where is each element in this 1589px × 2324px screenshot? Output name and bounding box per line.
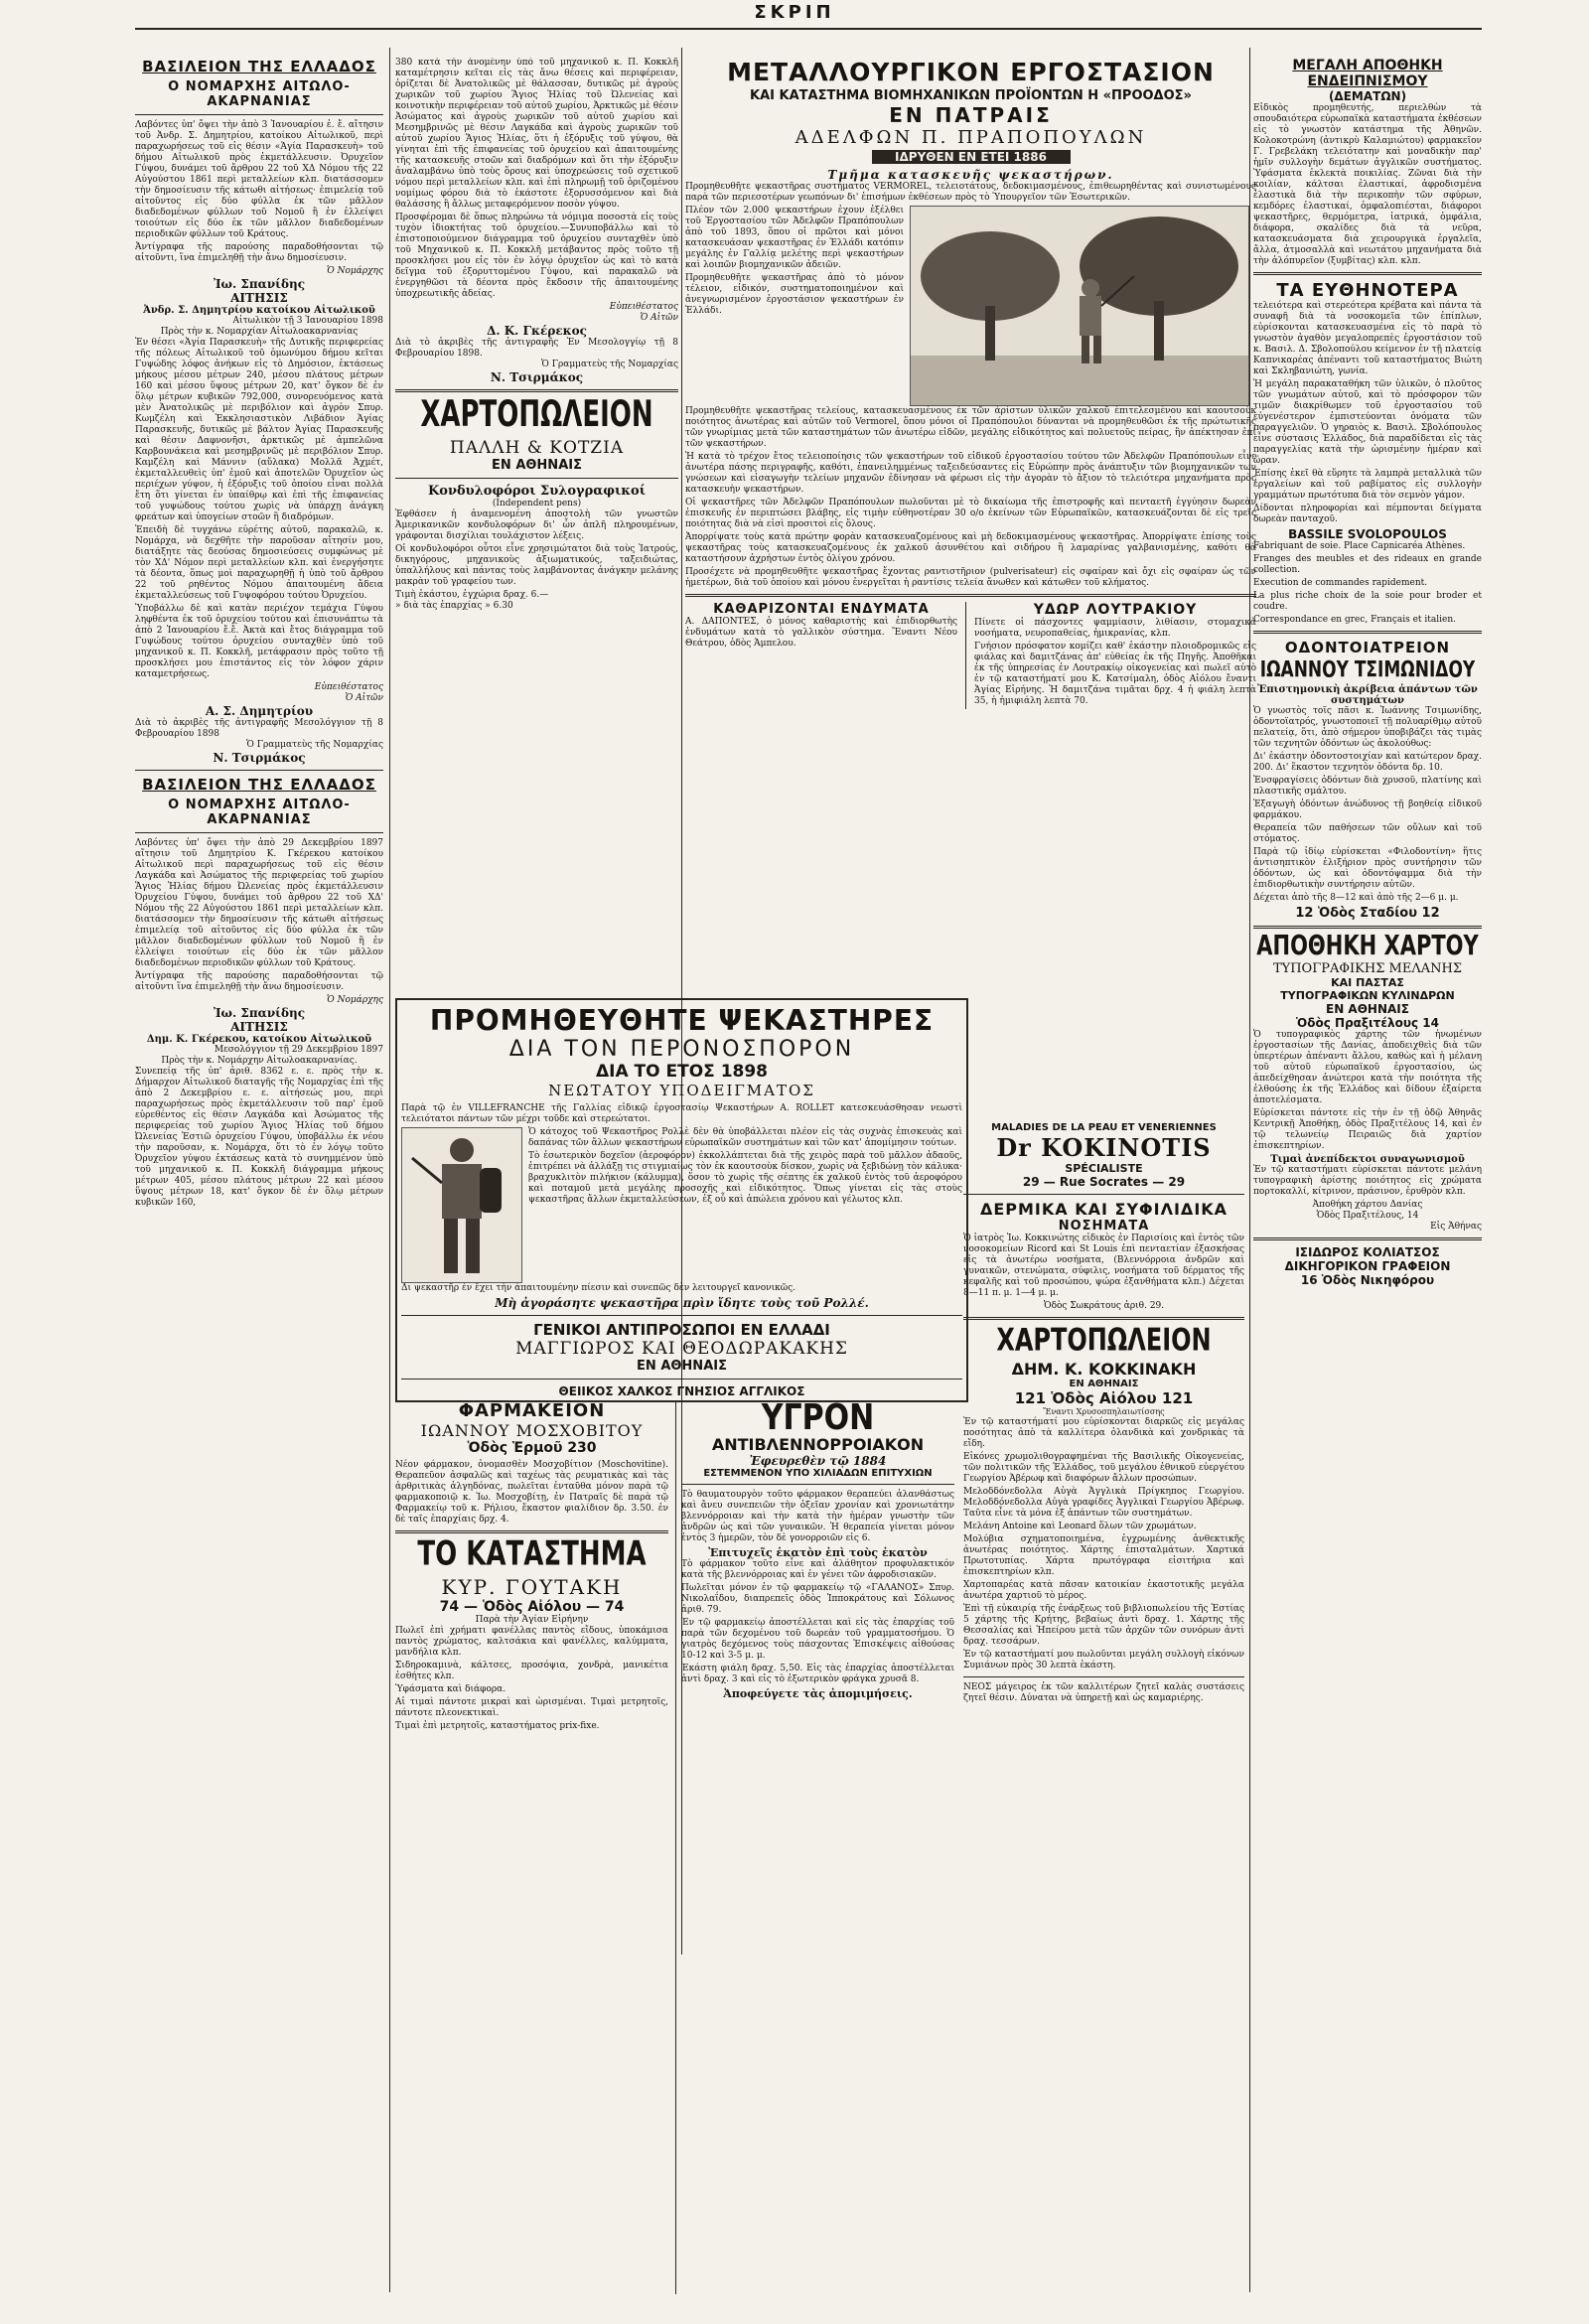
dermal-address: Ὁδὸς Σωκράτους ἀριθ. 29. <box>1043 1301 1165 1311</box>
antiblennorrhea-title: ΥΓΡΟΝ <box>761 1400 875 1439</box>
shop-body3: Ὑφάσματα καὶ διάφορα. <box>395 1684 506 1694</box>
furniture-body3: Ἐπίσης ἐκεῖ θὰ εὕρητε τὰ λαμπρὰ μεταλλικὰ τῶν ἐργαλείων καὶ τοῦ ραβίματος εἰς συλλογὴν γραμμάτων πρωτότυπα διὰ τὸν σεμνὸν γάμον. <box>1253 469 1482 501</box>
paper-warehouse-sub2: ΚΑΙ ΠΑΣΤΑΣ <box>1331 976 1404 989</box>
stationery-product-sub: (Independent pens) <box>492 499 582 508</box>
antiblennorrhea-year: Ἐφευρεθὲν τῷ 1884 <box>749 1454 887 1468</box>
dentist-body: Ὁ γνωστὸς τοῖς πᾶσι κ. Ἰωάννης Τσιμωνίδης, ὀδοντοϊατρός, γνωστοποιεῖ τῇ πολυαρίθμῳ αὐτοῦ πελατείᾳ, ὅτι, ἀπὸ σήμερον ὑποβιβάζει τὰς τιμὰς τῶν τεχνητῶν ὀδόντων ὡς ἀκολούθως: <box>1253 706 1482 749</box>
sprayer-ad-body2: Τὸ ἐσωτερικὸν δοχεῖον (ἀεροφόρον) ἐκκολλάπτεται διὰ τῆς χειρὸς παρὰ τοῦ μᾶλλον ἀδαοῦς, ἐπιτρέπει νὰ ἀλλάξῃ τις στιγμιαίως τὸν ἐκ καουτσοὺκ δίσκον, χωρὶς νὰ ξεβιδώνῃ τὸν κάλυκα· βραχυκλιτὸν πιλήκιον (κάλυμμα), ὅσον τὸ χωρὶς τῆς σέπτης ἐκ χαλκοῦ ἐντὸς τοῦ ἀεροφόρου καὶ ποταμοῦ μετὰ μεγάλης προσοχῆς καὶ εἰδικότητος. Ὅπως γίνεται εἰς τὰς στοὺς ψεκαστῆρας ἄλλων ἐκμεταλλεύσεων, ἐξ οὗ καὶ ἀπώλεια χρόνου καὶ γέλωτος κλπ. <box>528 1151 962 1205</box>
sprayer-ad-title: ΠΡΟΜΗΘΕΥΘΗΤΕ ΨΕΚΑΣΤΗΡΕΣ <box>429 1004 935 1037</box>
paper-warehouse-body4: Ἐν τῷ καταστήματι εὑρίσκεται πάντοτε μελάνη τυπογραφικὴ ἀρίστης ποιότητος εἰς χρώματα πορτοκαλλί, κίτρινον, πράσινον, ἐρυθρὸν κλπ. <box>1253 1165 1482 1197</box>
sprayer-ad-agents: ΓΕΝΙΚΟΙ ΑΝΤΙΠΡΟΣΩΠΟΙ ΕΝ ΕΛΛΑΔΙ <box>533 1321 830 1339</box>
lawyer-address: 16 Ὁδὸς Νικηφόρου <box>1300 1273 1435 1287</box>
antiblennorrhea-price: Ἑκάστη φιάλη δραχ. 5,50. Εἰς τὰς ἐπαρχίας ἀποστέλλεται ἀντὶ δραχ. 3 καὶ εἰς τὸ ἐξωτερικὸν φράγκα χρυσᾶ 8. <box>681 1664 954 1684</box>
furniture-title: ΤΑ ΕΥΘΗΝΟΤΕΡΑ <box>1276 280 1459 301</box>
notice1-req-to: Πρὸς τὴν κ. Νομαρχίαν Αἰτωλοακαρνανίας <box>160 327 359 337</box>
shop-body: Πωλεῖ ἐπὶ χρήματι φανέλλας παντὸς εἴδους, ὑποκάμισα παντὸς χρώματος, καλτσάκια καὶ φανέλλες, καλύμματα, μανδήλια κλπ. <box>395 1626 668 1658</box>
kokkinaki-body7: Ἐπὶ τῇ εὐκαιρίᾳ τῆς ἐνάρξεως τοῦ βιβλιοπωλείου τῆς Ἑστίας 5 χάρτης τῆς Κρήτης, βεβαίως ἀντὶ δραχ. 1. Χάρτης τῆς Θεσσαλίας καὶ Ἠπείρου μετὰ τῶν ἀρχῶν τῶν συνόρων ἀντὶ δραχ. τεσσάρων. <box>963 1604 1244 1647</box>
column-2 <box>395 58 678 1100</box>
metallurgy-body2: Πλέον τῶν 2.000 ψεκαστήρων ἐχουν ἐξέλθει τοῦ Ἐργοστασίου τῶν Ἀδελφῶν Πραπόπουλων ἀπὸ τοῦ 1893, ὅπου οἱ πρῶτοι καὶ μόνοι κατασκευάσαν ψεκαστῆρας ἐν Ἑλλάδι κατόπιν μεγάλης ἐν Γαλλίᾳ μελέτης περὶ ψεκαστήρων καὶ λοιπῶν βιομηχανικῶν ἀδειῶν. <box>685 206 904 270</box>
notice1-body: Λαβόντες ὑπ' ὄψει τὴν ἀπὸ 3 Ἰανουαρίου ἐ. ἔ. αἴτησιν τοῦ Ἀνδρ. Σ. Δημητρίου, κατοίκου Αἰτωλικοῦ, περὶ παραχωρήσεως τοῦ εἰς θέσιν «Ἁγία Παρασκευὴ» τοῦ δήμου Αἰτωλικοῦ πρὸς ἐκμετάλλευσιν. Ὀρυχεῖον Γύψου, δυνάμει τοῦ ἄρθρου 22 τοῦ ΧΔ Νόμου τῆς 22 Αὐγούστου 1861 περὶ μεταλλείων κλπ. διατάσσομεν τὴν δημοσίευσιν τῆς κάτωθι αἰτήσεως· ἐπιμελείᾳ τοῦ αἰτοῦντος εἰς δύο φύλλα ἐκ τῶν μᾶλλον διαδεδομένων φύλλων τοῦ Νομοῦ ἢ ἐν ἐλλείψει τοιούτων εἰς δύο ἐκ τῶν μᾶλλον διαδεδομένων περιοδικῶν φύλλων τοῦ Κράτους. <box>135 120 383 239</box>
sprayer-ad-intro: Παρὰ τῷ ἐν VILLEFRANCHE τῆς Γαλλίας εἰδικῷ ἐργοστασίῳ Ψεκαστήρων A. ROLLET κατεσκευάσθησαν νεωστὶ τελειότατοι πάντων τῶν μέχρι τοῦδε καὶ στερεώτατοι. <box>401 1103 962 1124</box>
metallurgy-body3: Προμηθευθῆτε ψεκαστῆρας ἀπὸ τὸ μόνον τέλειον, εἰδικόν, συστηματοποιημένον καὶ ἀνεγνωρισμένον ἐργοστάσιον ψεκαστήρων ἐν Ἑλλάδι. <box>685 273 904 316</box>
kokkinaki-body3: Μελοδδόνεδολλα Αὐγὰ Ἀγγλικὰ Πρίγκηπος Γεωργίου. Μελοδδόνεδολλα Αὐγὰ γραφίδες Ἀγγλικαὶ Γεωργίου Ἀβέρωφ. Ταῦτα εἶνε τὰ μόνα ἐξ ἁπάντων τῶν συστημάτων. <box>963 1487 1244 1519</box>
metallurgy-founded: ΙΔΡΥΘΕΝ ΕΝ ΕΤΕΙ 1886 <box>872 150 1071 164</box>
notice1-sign-title: Ὁ Νομάρχης <box>327 266 383 276</box>
masthead-rule <box>135 28 1482 30</box>
furniture-body2: Ἡ μεγάλη παρακαταθήκη τῶν ὑλικῶν, ὁ πλοῦτος τῶν γνωμάτων αὐτοῦ, καὶ τὸ πρόσφορον τῶν τιμῶν διακρίθωμεν τοῦ ἐργοστασίου τοῦ εὐγενέστερον ἐμπιστεύονται ὀνόματα τῶν παραγγελιῶν. Ὁ γηραιὸς κ. Βασιλ. Σβολόπουλος εἶνε σύστασις Ἑλλάδος, διὰ παραδίδεται εἰς τὰς παραγγελίας κατὰ τὴν ὡρισμένην ἡμέραν καὶ ὥραν. <box>1253 379 1482 466</box>
kokkinaki-address: 121 Ὁδὸς Αἰόλου 121 <box>1014 1389 1194 1407</box>
pharmacy-title: ΦΑΡΜΑΚΕΙΟΝ <box>458 1400 606 1421</box>
svolopoulos-body2: Franges des meubles et des rideaux en grande collection. <box>1253 554 1482 575</box>
kokinotis-specialist: SPÉCIALISTE <box>1065 1162 1143 1175</box>
sprayer-ad-footer: ΘΕΙΙΚΟΣ ΧΑΛΚΟΣ ΓΝΗΣΙΟΣ ΑΓΓΛΙΚΟΣ <box>558 1384 805 1398</box>
kokkinaki-body8: Ἐν τῷ καταστήματί μου πωλοῦνται μεγάλη συλλογὴ εἰκόνων Συμιάνων πρὸς 30 λεπτὰ ἑκάστη. <box>963 1650 1244 1670</box>
column-rule-1 <box>389 48 390 2292</box>
antiblennorrhea-body4: Ἐν τῷ φαρμακείῳ ἀποστέλλεται καὶ εἰς τὰς ἐπαρχίας τοῦ παρὰ τῶν δεχομένου τοῦ δωρεὰν τοῦ γραμματοσήμου. Ὁ γιατρὸς δεχόμενος τοὺς πάσχοντας Ἐπισκέψεις αἰθούσας 10-12 καὶ 3-5 μ. μ. <box>681 1618 954 1661</box>
kokinotis-address: 29 — Rue Socrates — 29 <box>1022 1175 1186 1189</box>
sprayer-ad-model: ΝΕΩΤΑΤΟΥ ΥΠΟΔΕΙΓΜΑΤΟΣ <box>548 1082 815 1099</box>
kokkinaki-title: ΧΑΡΤΟΠΩΛΕΙΟΝ <box>996 1321 1212 1359</box>
notice2-continued: 380 κατὰ τὴν ἀνομένην ὑπὸ τοῦ μηχανικοῦ κ. Π. Κοκκλῆ καταμέτρησιν κεῖται εἰς τὰς ἄνω θέσεις καὶ περιφέρειαν, ὁρίζεται δὲ Ἀνατολικῶς μὲ θάλασσαν, δυτικῶς μὲ ἀγροὺς χωρικῶν τοῦ χωρίου Ἅγιος Ἠλίας τοῦ Ὠλενείας καὶ κοινοτικὴν περιφέρειαν τοῦ αὐτοῦ χωρίου, Ἀρκτικῶς μὲ θέσιν Ἀσώματος καὶ ἀγροὺς χωρικῶν τοῦ αὐτοῦ χωρίου καὶ Μεσημβρινῶς μὲ θέσιν Λαγκάδα καὶ ἀγροὺς χωρικῶν τοῦ αὐτοῦ χωρίου Ἅγιος Ἠλίας, ὅτι ἡ ἐξόρυξις τοῦ γύψου, θὰ γίνηται ἐπὶ τῆς ἐπιφανείας τοῦ ὀρυχείου καὶ ἀπαιτουμένης τῆς κατασκευῆς στοῶν καὶ διαδρόμων καὶ ὅτι τὴν ἐξόρυξιν ἀναλαμβάνω ὑπὸ τοὺς ὅρους καὶ ὑποχρεώσεις τοῦ σχετικοῦ νόμου περὶ μεταλλείων κλπ. καὶ ἐπὶ πληρωμῇ τοῦ ὁριζομένου νομίμως φόρου διὰ τὸ ἐκάστοτε ἐξορυσσόμενον καὶ διὰ θαλάσσης ἢ ἄλλως μεταφερόμενον ποσὸν γύψου. <box>395 58 678 210</box>
dermal-title: ΔΕΡΜΙΚΑ ΚΑΙ ΣΥΦΙΛΙΔΙΚΑ <box>979 1200 1228 1219</box>
paper-warehouse-sign3: Εἰς Ἀθήνας <box>1430 1222 1482 1232</box>
metallurgy-title: ΜΕΤΑΛΛΟΥΡΓΙΚΟΝ ΕΡΓΟΣΤΑΣΙΟΝ <box>727 58 1215 86</box>
notice2-req-body: Συνεπείᾳ τῆς ὑπ' ἀριθ. 8362 ε. ε. πρὸς τὴν κ. Δήμαρχον Αἰτωλικοῦ διαταγῆς τῆς Νομαρχίας ἐπὶ τῆς ἀπὸ 2 Δεκεμβρίου ε. ε. αἰτήσεώς μου, περὶ παραχωρήσεως πρὸς ἐκμετάλλευσιν τοῦ παρ' ἐμοῦ εὑρεθέντος εἰς θέσιν Λαγκάδα καὶ Ἀσώματος τῆς περιφερείας τοῦ χωρίου Ἅγιος Ἠλίας τοῦ δήμου Ὠλενείας Ἑστιῶ ὀρυχείου Γύψου, ὑποβάλλω ἐκ νέου τὴν παροῦσαν, κ. Νομάρχα, ὅτι τὸ ἐν λόγῳ τοῦτο Ὀρυχεῖον γύψου ἐκτάσεως κατὰ τὸ συνημμένον ὑπὸ τοῦ μηχανικοῦ κ. Π. Κοκκλῆ διάγραμμα μήκους μέτρων 405, μέσου πλάτους μέτρων 22 καὶ μέσου ὕψους μέτρων 18, κατ' ὄγκον δὲ ἐν ὅλῳ μέτρων κυβικῶν 160, <box>135 1067 383 1208</box>
pharmacy-shop-column <box>395 1400 668 2294</box>
stationery-product: Κονδυλοφόροι Συλογραφικοί <box>427 484 647 499</box>
loutraki-title: ΥΔΩΡ ΛΟΥΤΡΑΚΙΟΥ <box>1033 602 1198 618</box>
furniture-body: τελειότερα καὶ στερεότερα κρέβατα καὶ πάντα τὰ συναφῆ διὰ τὰ νοσοκομεῖα τῶν ἐπίπλων, εὑρίσκονται κατασκευασμένα εἰς τὸ παρὰ τὸ γνωστὸν ἀγαθὸν μεγαλοπρεπὲς ἐργοστάσιον τοῦ κ. Βασιλ. Δ. Σβολοπούλου κείμενον ἐν τῇ πλατείᾳ Καπνικαρέας ἀπέναντι τοῦ καταστήματος Βιώτη καὶ Σκληβανιώτη, γωνία. <box>1253 301 1482 376</box>
kokkinaki-body4: Μελάνη Antoine καὶ Leonard ὅλων τῶν χρωμάτων. <box>963 1522 1197 1531</box>
pharmacy-name: ΙΩΑΝΝΟΥ ΜΟΣΧΟΒΙΤΟΥ <box>420 1421 644 1440</box>
kokinotis-maladies: MALADIES DE LA PEAU ET VÉNÉRIENNES <box>991 1122 1217 1133</box>
metallurgy-firm: ΑΔΕΛΦΩΝ Π. ΠΡΑΠΟΠΟΥΛΩΝ <box>794 127 1147 148</box>
dentist-sub: Ἐπιστημονικὴ ἀκρίβεια ἁπάντων τῶν συστημάτων <box>1257 684 1478 706</box>
notice2-continued-2: Προσφέρομαι δὲ ὅπως πληρώνω τὰ νόμιμα ποσοστὰ εἰς τοὺς τυχὸν ἰδιοκτήτας τοῦ ὀρυχείου.—Συνυποβάλλω καὶ τὸ ἐπιστοποιούμενον διάγραμμα τοῦ ὀρυχείου συνταχθὲν ὑπὸ τοῦ Μηχανικοῦ κ. Π. Κοκκλῆ μετάβαντος πρὸς τοῦτο τῇ προσκλήσει μου εἰς τὸν ἐν λόγῳ ὀρυχεῖον ὡς καὶ τὸ κατὰ δεῖγμα τοῦ ἐξορυττομένου Γύψου, καὶ παρακαλῶ νὰ ἐνεργηθῶσι τὰ δέοντα πρὸς ἔκδοσιν τῆς ἀπαιτουμένης ὑποχρεωτικῆς ἀδείας. <box>395 213 678 299</box>
metallurgy-body7: Ἀπορρίψατε τοὺς κατὰ πρώτην φορὰν κατασκευαζομένους καὶ μὴ δεδοκιμασμένους ψεκαστῆρας. Ἀπορρίψατε ἐπίσης τοὺς ψεκαστῆρας τοὺς κατασκευαζομένους ἐκ χαλκοῦ ἀσυνθέτου καὶ σιδήρου ἢ λαμαρίνας γαλβανισμένης, καθότι θὰ καταστήσουν ἀχρήστων ἐντὸς ὀλίγου χρόνου. <box>685 532 1256 564</box>
metallurgy-ad <box>685 58 1256 922</box>
pharmacy-address: Ὁδὸς Ἑρμοῦ 230 <box>467 1440 597 1456</box>
dentist-body4: Ἐξαγωγὴ ὀδόντων ἀνώδυνος τῇ βοηθείᾳ εἰδικοῦ φαρμάκου. <box>1253 799 1482 820</box>
metallurgy-city: ΕΝ ΠΑΤΡΑΙΣ <box>889 103 1053 127</box>
kokkinaki-body2: Εἰκόνες χρωμολιθογραφημέναι τῆς Βασιλικῆς Οἰκογενείας, τῶν πολιτικῶν τῆς Ἑλλάδος, τοῦ μεγάλου ἐθνικοῦ εὐεργέτου Γεωργίου Ἀβέρωφ καὶ διαφόρων ἄλλων προσώπων. <box>963 1452 1244 1484</box>
column-1 <box>135 58 383 2292</box>
stationery-title: ΧΑΡΤΟΠΩΛΕΙΟΝ <box>420 394 653 436</box>
paper-warehouse-body3: Τιμαὶ ἀνεπίδεκτοι συναγωνισμοῦ <box>1270 1154 1465 1165</box>
paper-warehouse-city: ΕΝ ΑΘΗΝΑΙΣ <box>1326 1002 1409 1016</box>
notice1-req-body: Ἐν θέσει «Ἁγία Παρασκευὴ» τῆς Δυτικῆς περιφερείας τῆς πόλεως Αἰτωλικοῦ τοῦ ὁμωνύμου δήμου κεῖται Γυψώδης λόφος ἀνήκων εἰς τὸ Δημόσιον, ἐκτάσεως μήκους μέσου μέτρων 240, μέσου πλάτους μέτρων 160 καὶ μέσου ὕψους μέτρων 20, κατ' ὄγκον δὲ ἐν ὅλῳ μέτρων κυβικῶν 792,000, συνορευόμενος κατὰ μὲν Ἀνατολικῶς μὲ περιβόλιον καὶ ἀγρὸν Σπυρ. Κωμζέλη καὶ Ἐκκλησιαστικὸν Λιβάδιον Ἁγίας Παρασκευῆς, δυτικῶς μὲ βάλτον Ἁγίας Παρασκευῆς καὶ θέσιν Δαφνονῆσι, ἀρκτικῶς μὲ ἀμπελῶνα Καρβουνάκεια καὶ μεσημβρινῶς μὲ περιβόλιον Σπυρ. Καμζέλη καὶ Μάννιν (αὔλακα) Μολλᾶ Ἀχμέτ, ἐκμεταλλευθεὶς ὑπ' ἐμοῦ καὶ ἀποτελῶν Ὀρυχεῖον ὡς περιέχων γύψον, ἡ ἐξόρυξις τοῦ ὁποίου εἶναι πολλὰ ἔτη ὅτι γίνεται ἐν ὑπαίθρῳ καὶ ἐπὶ τῆς ἐπιφανείας τοῦ γυψώδους τούτου χωρὶς νὰ ὑπάρχῃ ἀνάγκη φρεάτων καὶ ὑπογείων στοῶν ἢ διαδρόμων. <box>135 338 383 522</box>
loutraki-body: Πίνετε οἱ πάσχοντες ψαμμίασιν, λιθίασιν, στομαχικὰ νοσήματα, νευροπαθείας, ἡμικρανίας, κλπ. <box>974 618 1256 639</box>
dentist-body3: Ἐνσφραγίσεις ὀδόντων διὰ χρυσοῦ, πλατίνης καὶ πλαστικῆς σμάλτου. <box>1253 776 1482 797</box>
masthead-title: ΣΚΡΙΠ <box>754 2 835 23</box>
stationery-body: Ἐφθάσεν ἡ ἀναμενομένη ἀποστολὴ τῶν γνωστῶν Ἀμερικανικῶν κονδυλοφόρων δι' ὧν ἁπλῆ πληρουμένων, γράφονται δισχίλιαι τουλάχιστον λέξεις. <box>395 509 678 541</box>
doctor-kokkinaki-column <box>963 1122 1244 2294</box>
notice1-sign2-date: Διὰ τὸ ἀκριβὲς τῆς ἀντιγραφῆς Μεσολόγγιον τῇ 8 Φεβρουαρίου 1898 <box>135 718 383 739</box>
notice1-copy: Ἀντίγραφα τῆς παρούσης παραδοθήσονται τῷ αἰτοῦντι, ἵνα ἐπιμεληθῇ τὴν ἄνω δημοσίευσιν. <box>135 242 383 263</box>
sprayer-ad-body3: Δι ψεκαστῆρ ἐν ἔχει τὴν ἀπαιτουμένην πίεσιν καὶ συνεπῶς δὲν λειτουργεῖ κανονικῶς. <box>401 1283 795 1293</box>
warehouse-body: Εἰδικὸς προμηθευτής, περιελθὼν τὰ σπουδαιότερα εὐρωπαϊκὰ καταστήματα ἐκθέσεων εἰς τὸ γνωστὸν κατάστημα τῆς Ἀθηνῶν. Κολοκοτρώνη (ἀντικρὺ Καλαμιώτου) φαρμακεῖον Γ. Γρεβελάκη τελειότατην καὶ μοναδικὴν παρ' ἡμῖν συλλογὴν δεμάτων ἀγγλικῶν συστήματος. Ὑφάσματα ἐκλεκτὰ ποικιλίας. Ζῶναι διὰ τὴν κοιλίαν, κάλτσαι ἐλαστικαί, ἀφροδισμένα ἐλαστικὰ διὰ τὴν περικοπὴν τῶν σφύρων, κεμδόρες ἐλαστικαί, ὀμφαλοπιέσται, διάφοροι ψεκαστῆρες, θερμόμετρα, ἰατρικά, ὀμφάλια, διάφορα, σκαλίδες διὰ τὰ νεῦρα, κατασκευάσματα διὰ χειρουργικὰ ἐργαλεῖα, ἄλλα, ἀτμοσαλλὰ καὶ νεωτάτου μηχανήματα διὰ τὴν ἀλόπυρεῖον (ξυμβίτας) κλπ. κλπ. <box>1253 103 1482 266</box>
shop-name: ΚΥΡ. ΓΟΥΤΑΚΗ <box>441 1575 623 1599</box>
notice1-kingdom: ΒΑΣΙΛΕΙΟΝ ΤΗΣ ΕΛΛΑΔΟΣ <box>142 58 376 75</box>
metallurgy-body: Προμηθευθῆτε ψεκαστῆρας συστήματος VERMOREL, τελειοτάτους, δεδοκιμασμένους, ἐπιθεωρηθέντας καὶ συνιστωμένους παρὰ τῶν περιεσοτέρων γεωπόνων δι' ἐπισήμων ἐκθέσεων πρὸς τὸ Ὑπουργεῖον τῶν Ἐσωτερικῶν. <box>685 182 1256 203</box>
metallurgy-section: Τμῆμα κατασκευῆς ψεκαστήρων. <box>827 168 1114 182</box>
kokkinaki-near: Ἔναντι Χρυσοσπηλαιωτίσσης <box>1043 1407 1165 1416</box>
orchard-spraying-illustration-icon <box>910 206 1249 406</box>
antiblennorrhea-body2: Τὸ φάρμακον τοῦτο εἶνε καὶ ἀλάθητον προφυλακτικόν κατὰ τῆς βλεννόρροιας καὶ ἐν γένει τῶν ἀφροδισιακῶν. <box>681 1559 954 1580</box>
pharmacy-body: Νέον φάρμακον, ὀνομασθὲν Μοσχοβίτιον (Moschovitine). Θεραπεῦον ἀσφαλῶς καὶ ταχέως τὰς ρευματικὰς καὶ τὰς ἀρθριτικὰς ἀλγηδόνας, πωλεῖται ἐνταῦθα μόνον παρὰ τῷ φαρμακοποιῷ κ. Ἰω. Μοσχοβίτῃ, ἐν Πατραῖς δὲ παρὰ τῷ Φαρμακείῳ τοῦ κ. Ρήλιου, ἕκαστον φιαλίδιον δρ. 3.50. ἐν δὲ ταῖς ἐπαρχίαις δρχ. 4. <box>395 1460 668 1525</box>
dentist-address: 12 Ὁδὸς Σταδίου 12 <box>1295 906 1440 921</box>
stationery-price1: Τιμὴ ἑκάστου, ἐγχώρια δραχ. 6.— <box>395 590 549 600</box>
shop-near: Παρὰ τὴν Ἁγίαν Εἰρήνην <box>475 1615 589 1625</box>
warehouse-sub: (ΔΕΜΑΤΩΝ) <box>1328 89 1407 103</box>
svolopoulos-name: BASSILE SVOLOPOULOS <box>1288 527 1447 541</box>
notice2-request: ΑΙΤΗΣΙΣ <box>230 1020 288 1034</box>
notice2-prefect: Ο ΝΟΜΑΡΧΗΣ ΑΙΤΩΛΟ-ΑΚΑΡΝΑΝΙΑΣ <box>168 798 351 827</box>
metallurgy-sub: ΚΑΙ ΚΑΤΑΣΤΗΜΑ ΒΙΟΜΗΧΑΝΙΚΩΝ ΠΡΟΪΟΝΤΩΝ Η «ΠΡΟΟΔΟΣ» <box>750 88 1192 103</box>
notice1-sign2-title: Εὐπειθέστατος <box>314 682 383 692</box>
paper-warehouse-body2: Εὑρίσκεται πάντοτε εἰς τὴν ἐν τῇ ὁδῷ Ἀθηνᾶς Κεντρικῇ Ἀποθήκῃ, ὁδὸς Πραξιτέλους 14, καὶ ἐν τῷ τελωνείῳ Πειραιῶς διὰ χαρτίον ἐπισκεπτηρίων. <box>1253 1108 1482 1151</box>
sprayer-ad-slogan: Μὴ ἀγοράσητε ψεκαστῆρα πρὶν ἴδητε τοὺς τοῦ Ρολλέ. <box>495 1296 869 1310</box>
lawyer-title: ΔΙΚΗΓΟΡΙΚΟΝ ΓΡΑΦΕΙΟΝ <box>1284 1259 1451 1273</box>
sprayer-ad-sub: ΔΙΑ ΤΟΝ ΠΕΡΟΝΟΣΠΟΡΟΝ <box>508 1037 855 1062</box>
kokkinaki-body6: Χαρτοπαρέας κατὰ πᾶσαν κατοικίαν ἑκαστοτικῆς μεγάλα ἀνωτέρα χαρτιοῦ τὸ μέρος. <box>963 1580 1244 1601</box>
col2-sign-name: Δ. Κ. Γκέρεκος <box>487 324 587 338</box>
kokinotis-name: Dr KOKINOTIS <box>996 1133 1212 1162</box>
column-4 <box>1253 58 1482 2292</box>
antiblennorrhea-sub: ΕΣΤΕΜΜΕΝΟΝ ΥΠΟ ΧΙΛΙΑΔΩΝ ΕΠΙΤΥΧΙΩΝ <box>703 1468 933 1479</box>
paper-warehouse-title: ΑΠΟΘΗΚΗ ΧΑΡΤΟΥ <box>1256 930 1479 961</box>
notice2-kingdom: ΒΑΣΙΛΕΙΟΝ ΤΗΣ ΕΛΛΑΔΟΣ <box>142 776 376 794</box>
notice2-req-name: Δημ. Κ. Γκέρεκου, κατοίκου Αἰτωλικοῦ <box>146 1034 372 1045</box>
col2-sign-date: Διὰ τὸ ἀκριβὲς τῆς ἀντιγραφῆς Ἐν Μεσολογγίῳ τῇ 8 Φεβρουαρίου 1898. <box>395 338 678 359</box>
notice1-sign-name: Ἰω. Σπανίδης <box>214 277 305 291</box>
dentist-body2: Δι' ἑκάστην ὀδοντοστοιχίαν καὶ κατώτερον δραχ. 200. Δι' ἕκαστον τεχνητὸν ὀδόντα δρ. 10. <box>1253 752 1482 773</box>
shop-address: 74 — Ὁδὸς Αἰόλου — 74 <box>439 1599 625 1615</box>
kokkinaki-body: Ἐν τῷ καταστήματί μου εὑρίσκονται διαρκῶς εἰς μεγάλας ποσότητας ἀπὸ τὰ καλλίτερα ὀλανδικὰ καὶ χονδρικὰς τὰ εἴδη. <box>963 1417 1244 1449</box>
metallurgy-body5: Ἡ κατὰ τὸ τρέχον ἔτος τελειοποίησις τῶν ψεκαστήρων τοῦ εἰδικοῦ ἐργοστασίου τούτου τῶν Ἀδελφῶν Πραπόπουλων εἶνε ἀνωτέρα πάσης περιγραφῆς, καθότι, ἐπανειλημμένως ταξειδεύσαντες εἰς Εὐρώπην πρὸς ἀνάπτυξιν τῶν βιομηχανικῶν των γνώσεων καὶ εἰσαγωγὴν τελείων μηχανῶν ἐδίνησαν νὰ φέρωσι εἰς τὴν ἀγορὰν τὸ ἄξιον τὸ τελειότερα μηχανήματα πρὸς κατασκευὴν ψεκαστήρων. <box>685 452 1256 495</box>
cleaning-body: Α. ΔΑΠΟΝΤΕΣ, ὁ μόνος καθαριστὴς καὶ ἐπιδιορθωτὴς ἐνδυμάτων κατὰ τὸ γαλλικὸν σύστημα. Ἔναντι Νέου Θεάτρου, ὁδὸς Ἀμπελου. <box>685 617 958 649</box>
notice1-req-date: Αἰτωλικὸν τῇ 3 Ἰανουαρίου 1898 <box>232 316 383 326</box>
dentist-name: ΙΩΑΝΝΟΥ ΤΣΙΜΩΝΙΔΟΥ <box>1259 657 1476 683</box>
notice1-sign2-name: Α. Σ. Δημητρίου <box>205 704 314 718</box>
antiblennorrhea-name: ΑΝΤΙΒΛΕΝΝΟΡΡΟΙΑΚΟΝ <box>711 1435 925 1454</box>
column-rule-lower <box>675 1400 676 2294</box>
kokkinaki-body5: Μολύβια σχηματοποιημένα, ἐγχρωμένης ἀνθεκτικῆς ἀνωτέρας ποιότητος. Χάρτης ἐπισταλμάτων. Χαρτικά Πρωτοτυπίας. Χάρτα πρωτόγραφα εἰσιτήρια καὶ ἐπισκεπτηρίων κλπ. <box>963 1534 1244 1577</box>
dentist-body5: Θεραπεία τῶν παθήσεων τῶν οὔλων καὶ τοῦ στόματος. <box>1253 823 1482 844</box>
notice2-sign-name: Ἰω. Σπανίδης <box>214 1006 305 1020</box>
svolopoulos-body: Fabriquant de soie. Place Capnicaréa Athènes. <box>1253 541 1466 551</box>
metallurgy-body8: Προσέχετε νὰ προμηθευθῆτε ψεκαστῆρας ἔχοντας ραντιστῆριον (pulverisateur) εἰς σφαίραν καὶ ὄχι εἰς σφαίραν ὡς τῶν ἡμετέρων, διὰ τοῦ ὁποίου καὶ μόνου ἐνεργεῖται ἡ ραντίσις τελεία ἄνωθεν καὶ κάτωθεν τοῦ κλήματος. <box>685 567 1256 588</box>
notice2-req-date: Μεσολόγγιον τῇ 29 Δεκεμβρίου 1897 <box>214 1045 383 1055</box>
cook-notice: ΝΕΟΣ μάγειρος ἐκ τῶν καλλιτέρων ζητεῖ καλὰς συστάσεις ζητεῖ θέσιν. Δύναται νὰ ὑπηρετῇ καὶ ὡς καμαριέρης. <box>963 1682 1244 1703</box>
svolopoulos-body4: La plus riche choix de la soie pour broder et coudre. <box>1253 591 1482 612</box>
stationery-city: ΕΝ ΑΘΗΝΑΙΣ <box>492 458 582 473</box>
dentist-hours: Δέχεται ἀπὸ τῆς 8—12 καὶ ἀπὸ τῆς 2—6 μ. μ. <box>1253 893 1459 903</box>
notice1-req-name: Ἀνδρ. Σ. Δημητρίου κατοίκου Αἰτωλικοῦ <box>143 305 375 316</box>
col2-sign-title: Εὐπειθέστατος <box>609 302 678 312</box>
paper-warehouse-sub3: ΤΥΠΟΓΡΑΦΙΚΩΝ ΚΥΛΙΝΔΡΩΝ <box>1280 989 1455 1002</box>
sprayer-ad-agents-name: ΜΑΓΓΙΩΡΟΣ ΚΑΙ ΘΕΟΔΩΡΑΚΑΚΗΣ <box>515 1339 848 1359</box>
antiblennorrhea-body: Τὸ θαυματουργὸν τοῦτο φάρμακον θεραπεύει ἀλανθάστως καὶ ἄνευ συνεπειῶν τὴν ὀξεῖαν χρονίαν καὶ χρονιωτάτην βλεννόρροιαν καὶ τὴν κατὰ τὴν ἡμέραν γνωστὴν τῶν ἀνδρῶν ὡς καὶ τῶν γυναικῶν. Ἡ θεραπεία γίνεται μόνον ἐντὸς 3 ἡμερῶν, τὸν δὲ γονορροιῶν εἰς 6. <box>681 1490 954 1543</box>
notice1-req-body2: Ἐπειδὴ δὲ τυγχάνω εὑρέτης αὐτοῦ, παρακαλῶ, κ. Νομάρχα, νὰ δεχθῆτε τὴν παροῦσαν αἴτησίν μου, διατάξητε τὰς δεούσας δημοσιεύσεις συμφώνως μὲ τὸν ΧΔ' Νόμον περὶ μεταλλείων κλπ. καὶ ἐνεργήσητε τὰ δέοντα, ὅπως μοὶ παραχωρηθῇ ἡ ὑπὸ τοῦ ἄρθρου 22 τοῦ ρηθέντος Νόμου ἀπαιτουμένη ἄδεια ἐκμεταλλεύσεως τοῦ Γυψοφόρου τούτου Ὀρυχείου. <box>135 525 383 601</box>
stationery-price2: » διὰ τὰς ἐπαρχίας » 6.30 <box>395 601 513 611</box>
furniture-body4: Δίδονται πληροφορίαι καὶ πέμπονται δείγματα δωρεὰν πανταχοῦ. <box>1253 504 1482 524</box>
antiblennorrhea-slogan2: Ἀποφεύγετε τὰς ἀπομιμήσεις. <box>723 1687 913 1700</box>
paper-warehouse-address: Ὁδὸς Πραξιτέλους 14 <box>1296 1016 1439 1030</box>
notice1-sign2-sub: Ὁ Αἰτῶν <box>345 693 383 703</box>
dermal-sub: ΝΟΣΗΜΑΤΑ <box>1058 1219 1150 1234</box>
metallurgy-body6: Οἱ ψεκαστῆρες τῶν Ἀδελφῶν Πραπόπουλων πωλοῦνται μὲ τὸ δικαίωμα τῆς ἐπιστροφῆς καὶ πενταετῆ ἐγγύησιν δωρεὰν ἐπισκευῆς ἐν περιπτώσει βλάβης, εἰς τιμὴν εὐθηνοτέραν 30 ο/ο ἐκείνων τῶν Εὐρωπαϊκῶν, κατασκευάζονται δὲ εἰς τρεῖς ποιότητας διὰ νὰ εἰσὶ προσιτοὶ εἰς ὅλους. <box>685 498 1256 529</box>
cleaning-title: ΚΑΘΑΡΙΖΟΝΤΑΙ ΕΝΔΥΜΑΤΑ <box>713 602 930 617</box>
sprayer-ad-city: ΕΝ ΑΘΗΝΑΙΣ <box>637 1359 727 1374</box>
sprayer-man-illustration-icon <box>401 1127 522 1283</box>
col2-sign-secr-name: Ν. Τσιρμάκος <box>490 370 584 384</box>
notice1-request: ΑΙΤΗΣΙΣ <box>230 291 288 305</box>
loutraki-body2: Γνήσιον πρόσφατον κομίζει καθ' ἑκάστην πλοιοδρομικῶς εἰς φιάλας καὶ δαμιτζάνας ἀπ' εὐθείας ἐκ τῆς Πηγῆς. Ἀποθῆκαι ἐκ τῆς ὑπηρεσίας ἐν Λουτρακίῳ οἰκογενείας καὶ πωλεῖ αὐτὸ ἐν τῷ καταστήματί μου Κ. Κατσίμαλη, ὁδὸς Αἰόλου ἔναντι Ἁγίας Εἰρήνης. Ἡ δαμιτζάνα τιμᾶται δρχ. 4 ἡ φιάλη λεπτὰ 35, ἡ ἡμιφιάλη λεπτὰ 70. <box>974 642 1256 706</box>
shop-body4: Αἱ τιμαὶ πάντοτε μικραὶ καὶ ὡρισμέναι. Τιμαὶ μετρητοῖς, πάντοτε πλεονεκτικαὶ. <box>395 1697 668 1718</box>
stationery-name: ΠΑΛΛΗ & ΚΟΤΖΙΑ <box>449 438 625 458</box>
kokkinaki-city: ΕΝ ΑΘΗΝΑΙΣ <box>1069 1379 1139 1389</box>
notice1-sign2-secr-name: Ν. Τσιρμάκος <box>213 751 306 765</box>
shop-body2: Σιδηροκαμινὰ, κάλτσες, προσόψια, χονδρὰ, μανικέτια ἐσθήτες κλπ. <box>395 1661 668 1681</box>
dentist-body6: Παρὰ τῷ ἰδίῳ εὑρίσκεται «Φιλοδοντίνη» ἥτις ἀντισηπτικὸν ἐλιξήριον πρὸς συντήρησιν τῶν ὀδόντων, ὡς καὶ ὀδοντόψαμμα διὰ τὴν ἐπιδιορθωτικὴν συντήρησιν αὐτῶν. <box>1253 847 1482 890</box>
notice2-copy: Ἀντίγραφα τῆς παρούσης παραδοθήσονται τῷ αἰτοῦντι ἵνα ἐπιμεληθῇ τὴν ἄνω δημοσίευσιν. <box>135 971 383 992</box>
antiblennorrhea-column <box>681 1400 954 2294</box>
notice2-sign-title: Ὁ Νομάρχης <box>327 995 383 1005</box>
col2-sign-sub: Ὁ Αἰτῶν <box>640 313 678 323</box>
warehouse-title: ΜΕΓΑΛΗ ΑΠΟΘΗΚΗ ΕΝΔΕΙΠΝΙΣΜΟΥ <box>1292 58 1443 89</box>
sprayer-ad-box <box>395 998 968 1402</box>
svolopoulos-body5: Correspondance en grec, Français et italien. <box>1253 615 1456 625</box>
notice1-sign2-secr: Ὁ Γραμματεὺς τῆς Νομαρχίας <box>246 740 383 750</box>
svolopoulos-body3: Execution de commandes rapidement. <box>1253 578 1428 588</box>
notice1-prefect: Ο ΝΟΜΑΡΧΗΣ ΑΙΤΩΛΟ-ΑΚΑΡΝΑΝΙΑΣ <box>168 79 351 109</box>
paper-warehouse-body: Ὁ τυπογραφικὸς χάρτης τῶν ἡνωμένων ἐργοστασίων τῆς Δανίας, ἀποδειχθεὶς διὰ τῶν ὑπερτέρων ἀπέναντι ἄλλου, καθὼς καὶ ἡ μέλανη τοῦ αὐτοῦ εὐρωπαϊκοῦ ἐργοστασίου, ὡς ἀπεδείχθησαν ἀνώτεροι κατὰ τὴν ποιότητα τῆς ἐλθούσης ἐκ τῆς Ἑλλάδος καὶ δίδουν ἐξαίρετα ἀποτελέσματα. <box>1253 1030 1482 1105</box>
kokkinaki-name: ΔΗΜ. Κ. ΚΟΚΚΙΝΑΚΗ <box>1011 1360 1197 1379</box>
dermal-body: Ὁ ἰατρὸς Ἰω. Κοκκινώτης εἰδικὸς ἐν Παρισίοις καὶ ἐντὸς τῶν νοσοκομείων Ricord καὶ St Louis ἐπὶ πενταετίαν ἐξασκήσας εἰς τὰ ἀνωτέρω νοσήματα, (Βλεννόρροια ἀνδρῶν καὶ γυναικῶν, στενώματα, σύφιλις, νοσήματα τοῦ δέρματος τῆς κεφαλῆς καὶ τοῦ προσώπου, ψώρα ἐξανθήματα κλπ.) Δέχεται 8—11 π. μ. 1—4 μ. μ. <box>963 1234 1244 1298</box>
dentist-title: ΟΔΟΝΤΟΙΑΤΡΕΙΟΝ <box>1284 639 1451 656</box>
col2-sign-secr: Ὁ Γραμματεὺς τῆς Νομαρχίας <box>541 360 678 369</box>
paper-warehouse-sub: ΤΥΠΟΓΡΑΦΙΚΗΣ ΜΕΛΑΝΗΣ <box>1272 961 1463 976</box>
notice2-body: Λαβόντες ὑπ' ὄψει τὴν ἀπὸ 29 Δεκεμβρίου 1897 αἴτησιν τοῦ Δημητρίου Κ. Γκέρεκου κατοίκου Αἰτωλικοῦ περὶ παραχωρήσεως τοῦ εἰς θέσιν Λαγκάδα καὶ Ἀσώματος τῆς περιφερείας τοῦ χωρίου Ἅγιος Ἠλίας δήμου Ὠλενείας πρὸς ἐκμετάλλευσιν Ὀρυχείου Γύψου, δυνάμει τοῦ ἄρθρου 22 τοῦ ΧΔ' Νόμου τῆς 22 Αὐγούστου 1861 περὶ μεταλλείων κλπ. διατάσσομεν τὴν δημοσίευσιν τῆς κάτωθι αἰτήσεως ἐπιμελείᾳ τοῦ αἰτοῦντος εἰς δύο φύλλα ἐκ τῶν μᾶλλον διαδεδομένων φύλλων τοῦ Νομοῦ ἢ ἐν ἐλλείψει τοιούτων εἰς δύο ἐκ τῶν μᾶλλον διαδεδομένων περιοδικῶν φύλλων τοῦ Κράτους. <box>135 838 383 968</box>
paper-warehouse-sign2: Ὁδὸς Πραξιτέλους, 14 <box>1316 1211 1419 1221</box>
notice2-req-to: Πρὸς τὴν κ. Νομάρχην Αἰτωλοακαρνανίας. <box>161 1056 358 1066</box>
antiblennorrhea-slogan: Ἐπιτυχεῖς ἑκατὸν ἐπὶ τοὺς ἑκατὸν <box>708 1546 928 1559</box>
stationery-body2: Οἱ κονδυλοφόροι οὗτοι εἶνε χρησιμώτατοι διὰ τοὺς Ἰατρούς, δικηγόρους, μηχανικοὺς ἀξιωματικούς, ταξειδιώτας, ὑπαλλήλους καὶ πάντας τοὺς λαμβάνοντας ἀνάγκην μελάνης μακρὰν τοῦ γραφείου των. <box>395 544 678 587</box>
lawyer-name: ΙΣΙΔΩΡΟΣ ΚΟΛΙΑΤΣΟΣ <box>1295 1245 1440 1259</box>
notice1-req-body3: Ὑποβάλλω δὲ καὶ κατὰν περιέχον τεμάχια Γύψου ληφθέντα ἐκ τοῦ ὀρυχείου τούτου καὶ ἐπισυνάπτω τὰ ἀπὸ 2 Ἰανουαρίου ἔ.ἔ. Ἀκτὰ καὶ ἔτος διάγραμμα τοῦ Γυψώδους τούτου ὀρυχείου συνταχθὲν ὑπὸ τοῦ μηχανικοῦ κ. Π. Κοκκλῆ, μετάφρασιν πρὸς τοῦτο τῇ προσκλήσει μου ἐπιστάντος εἰς τὸν λόφον χάριν καταμετρήσεως. <box>135 604 383 679</box>
shop-title: ΤΟ ΚΑΤΑΣΤΗΜΑ <box>417 1534 647 1574</box>
sprayer-ad-year: ΔΙΑ ΤΟ ΕΤΟΣ 1898 <box>595 1062 769 1082</box>
sprayer-ad-body: Ὁ κάτοχος τοῦ Ψεκαστῆρος Ρολλὲ δὲν θὰ ὑποβάλλεται πλέον εἰς τὰς συχνὰς ἐπισκευὰς καὶ δαπάνας τῶν ἄλλων ψεκαστήρων εὐρωπαϊκῶν συστημάτων καὶ τῶν κατ' ἀπομίμησιν τούτων. <box>528 1127 962 1148</box>
paper-warehouse-sign: Ἀποθήκη χάρτου Δανίας <box>1312 1200 1423 1210</box>
shop-body5: Τιμαὶ ἐπὶ μετρητοῖς, καταστήματος prix-fixe. <box>395 1721 600 1731</box>
antiblennorrhea-body3: Πωλεῖται μόνον ἐν τῷ φαρμακείῳ τῷ «ΓΑΛΑΝΟΣ» Σπυρ. Νικολαΐδου, διαπρεπεῖς ὁδὸς Ἱπποκράτους καὶ Σόλωνος ἀριθ. 79. <box>681 1583 954 1615</box>
metallurgy-body4: Προμηθευθῆτε ψεκαστῆρας τελείους, κατασκευασμένους ἐκ τῶν ἀρίστων ὑλικῶν χαλκοῦ ἐπιτελεσμένου καὶ καουτσοὺκ ποιότητος ἀνωτέρας καὶ αὐτῶν τοῦ Vermorel, ὅπου μόνοι οἱ Πραπόπουλοι δύνανται νὰ προμηθευθῶσι ἐκ τῆς πρώτωτικῆς τῶν γνωρίμιας μετὰ τῶν καταστημάτων τῶν ἀνωτέρω εἰδῶν, μεγάλης εἰδικότητος καὶ πολυετοῦς πείρας, ἢν ἀπέκτησαν ἐπὶ τῶν ψεκαστήρων. <box>685 406 1256 449</box>
